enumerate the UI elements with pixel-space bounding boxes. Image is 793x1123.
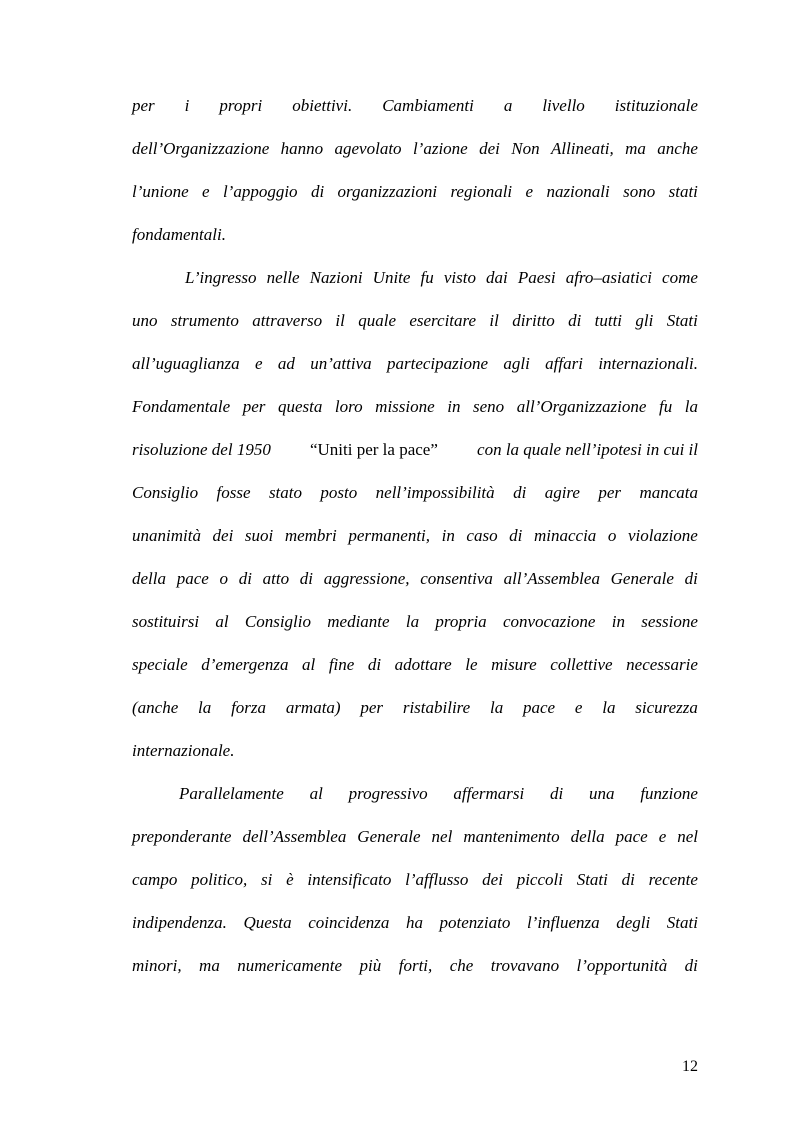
text-line [132, 471, 698, 514]
word: di [568, 311, 582, 330]
document-body [132, 84, 698, 987]
word: una [589, 784, 615, 803]
word: Consiglio [132, 483, 199, 502]
text-line-mixed [132, 428, 698, 471]
word: la [490, 698, 504, 717]
text-line [132, 643, 698, 686]
word: affari [545, 354, 583, 373]
word: (anche [132, 698, 179, 717]
word: nell’impossibilità [375, 483, 495, 502]
word: e [574, 698, 583, 717]
word: Consiglio [244, 612, 311, 631]
word: della [132, 569, 166, 588]
word: ha [405, 913, 423, 932]
word: nazionali [546, 182, 610, 201]
word: l’opportunità [576, 956, 668, 975]
word: potenziato [439, 913, 511, 932]
word: sessione [641, 612, 698, 631]
word: i [184, 96, 190, 115]
word: membri [284, 526, 337, 545]
word: missione [375, 397, 435, 416]
word: Allineati, [550, 139, 614, 158]
word: attraverso [252, 311, 323, 330]
word: L’ingresso [185, 268, 257, 287]
word: anche [657, 139, 698, 158]
word: agire [544, 483, 580, 502]
page-number: 12 [682, 1058, 698, 1075]
text-line [132, 686, 698, 729]
word: in [441, 526, 455, 545]
word: il [335, 311, 345, 330]
word: d’emergenza [201, 655, 289, 674]
text-line [132, 84, 698, 127]
word: preponderante [132, 827, 232, 846]
word: che [449, 956, 474, 975]
word: per [132, 96, 155, 115]
word: politico, [191, 870, 248, 889]
word: agevolato [334, 139, 402, 158]
word: e [202, 182, 210, 201]
word: consentiva [420, 569, 493, 588]
word: aggressione, [323, 569, 410, 588]
word: permanenti, [348, 526, 431, 545]
word: la [198, 698, 212, 717]
word: Cambiamenti [382, 96, 474, 115]
word: Nazioni [309, 268, 363, 287]
word: misure [491, 655, 537, 674]
word: si [261, 870, 273, 889]
word: Fondamentale [132, 397, 231, 416]
word: per [242, 397, 266, 416]
text-line [132, 858, 698, 901]
word: all’uguaglianza [132, 354, 240, 373]
word: di [550, 784, 564, 803]
word: organizzazioni [337, 182, 438, 201]
word: uno [132, 311, 158, 330]
word: minaccia [533, 526, 597, 545]
word: di [299, 569, 314, 588]
word: fu [658, 397, 673, 416]
word: Generale [610, 569, 674, 588]
word: coincidenza [308, 913, 390, 932]
word: Stati [666, 311, 698, 330]
word: collettive [550, 655, 613, 674]
word: unanimità [132, 526, 201, 545]
text-line [132, 385, 698, 428]
word: strumento [170, 311, 239, 330]
word: mancata [639, 483, 698, 502]
word: recente [648, 870, 698, 889]
word: le [465, 655, 478, 674]
text-line [132, 815, 698, 858]
word: per [360, 698, 384, 717]
text-line: fondamentali. [132, 225, 226, 244]
word: progressivo [348, 784, 428, 803]
word: numericamente [237, 956, 343, 975]
word: ristabilire [402, 698, 471, 717]
word: l’afflusso [405, 870, 469, 889]
quoted-resolution-title: “Uniti per la pace” [309, 440, 438, 459]
word: mantenimento [463, 827, 560, 846]
word: sicurezza [635, 698, 698, 717]
word: della [570, 827, 605, 846]
word: agli [503, 354, 530, 373]
word: piccoli [516, 870, 563, 889]
word: di [684, 956, 698, 975]
word: il [489, 311, 499, 330]
word: l’unione [132, 182, 189, 201]
word: funzione [640, 784, 698, 803]
word: speciale [132, 655, 188, 674]
word: di [238, 569, 252, 588]
word: di [509, 526, 523, 545]
text-line [132, 772, 698, 815]
word: hanno [280, 139, 324, 158]
word: propria [435, 612, 487, 631]
word: è [286, 870, 294, 889]
word: l’azione [412, 139, 468, 158]
word: partecipazione [386, 354, 489, 373]
word: livello [542, 96, 585, 115]
word: esercitare [409, 311, 477, 330]
word: dei [479, 139, 500, 158]
word: la [405, 612, 420, 631]
text-line [132, 514, 698, 557]
text-segment: con la quale nell’ipotesi in cui il [477, 440, 698, 459]
word: campo [132, 870, 178, 889]
word: dei [212, 526, 234, 545]
word: all’Organizzazione [516, 397, 647, 416]
word: fine [328, 655, 355, 674]
text-line [132, 299, 698, 342]
word: regionali [450, 182, 513, 201]
word: dai [486, 268, 508, 287]
word: all’Assemblea [503, 569, 600, 588]
word: violazione [627, 526, 698, 545]
word: di [621, 870, 635, 889]
word: afro–asiatici [565, 268, 652, 287]
word: forza [231, 698, 267, 717]
word: sostituirsi [132, 612, 200, 631]
word: internazionali. [598, 354, 698, 373]
text-line [132, 127, 698, 170]
word: stato [268, 483, 302, 502]
text-line [132, 256, 698, 299]
text-line [132, 557, 698, 600]
word: Stati [576, 870, 608, 889]
word: sono [623, 182, 656, 201]
word: a [503, 96, 513, 115]
word: in [611, 612, 625, 631]
word: nelle [266, 268, 300, 287]
word: di [513, 483, 527, 502]
word: propri [219, 96, 263, 115]
word: dei [482, 870, 503, 889]
word: pace [615, 827, 648, 846]
text-line: internazionale. [132, 741, 235, 760]
word: l’appoggio [222, 182, 298, 201]
text-line [132, 170, 698, 213]
word: ma [199, 956, 220, 975]
word: Parallelamente [179, 784, 284, 803]
word: di [367, 655, 382, 674]
word: affermarsi [453, 784, 525, 803]
text-line [132, 600, 698, 643]
word: suoi [244, 526, 274, 545]
word: questa [277, 397, 323, 416]
word: al [309, 784, 323, 803]
word: Non [511, 139, 540, 158]
word: la [602, 698, 616, 717]
word: trovavano [490, 956, 560, 975]
word: armata) [285, 698, 341, 717]
word: e [658, 827, 667, 846]
word: nel [677, 827, 698, 846]
word: l’influenza [526, 913, 600, 932]
word: di [684, 569, 698, 588]
word: diritto [512, 311, 555, 330]
word: convocazione [502, 612, 596, 631]
word: per [598, 483, 622, 502]
word: ad [277, 354, 295, 373]
word: quale [358, 311, 396, 330]
word: loro [334, 397, 363, 416]
word: o [219, 569, 228, 588]
text-line [132, 944, 698, 987]
word: mediante [327, 612, 390, 631]
word: in [447, 397, 461, 416]
word: di [310, 182, 325, 201]
word: come [662, 268, 698, 287]
word: al [215, 612, 229, 631]
word: o [607, 526, 617, 545]
word: fu [420, 268, 434, 287]
word: più [359, 956, 382, 975]
word: minori, [132, 956, 182, 975]
word: necessarie [626, 655, 698, 674]
word: e [525, 182, 534, 201]
word: un’attiva [310, 354, 372, 373]
word: nel [431, 827, 453, 846]
word: dell’Organizzazione [132, 139, 270, 158]
word: fosse [216, 483, 251, 502]
word: obiettivi. [292, 96, 353, 115]
word: pace [176, 569, 209, 588]
word: intensificato [307, 870, 392, 889]
word: caso [466, 526, 498, 545]
word: la [684, 397, 698, 416]
word: ma [625, 139, 646, 158]
word: gli [635, 311, 654, 330]
word: Generale [357, 827, 421, 846]
word: Stati [666, 913, 698, 932]
word: istituzionale [614, 96, 698, 115]
word: e [255, 354, 263, 373]
word: posto [320, 483, 358, 502]
word: visto [443, 268, 476, 287]
word: stati [668, 182, 698, 201]
text-segment: risoluzione del 1950 [132, 440, 271, 459]
text-line [132, 342, 698, 385]
word: indipendenza. [132, 913, 227, 932]
word: Questa [243, 913, 292, 932]
word: pace [523, 698, 556, 717]
word: tutti [594, 311, 623, 330]
word: Paesi [517, 268, 556, 287]
word: adottare [394, 655, 452, 674]
text-line [132, 901, 698, 944]
word: degli [616, 913, 651, 932]
word: dell’Assemblea [242, 827, 347, 846]
word: al [302, 655, 316, 674]
word: forti, [398, 956, 433, 975]
word: Unite [372, 268, 411, 287]
word: atto [262, 569, 290, 588]
word: seno [473, 397, 505, 416]
